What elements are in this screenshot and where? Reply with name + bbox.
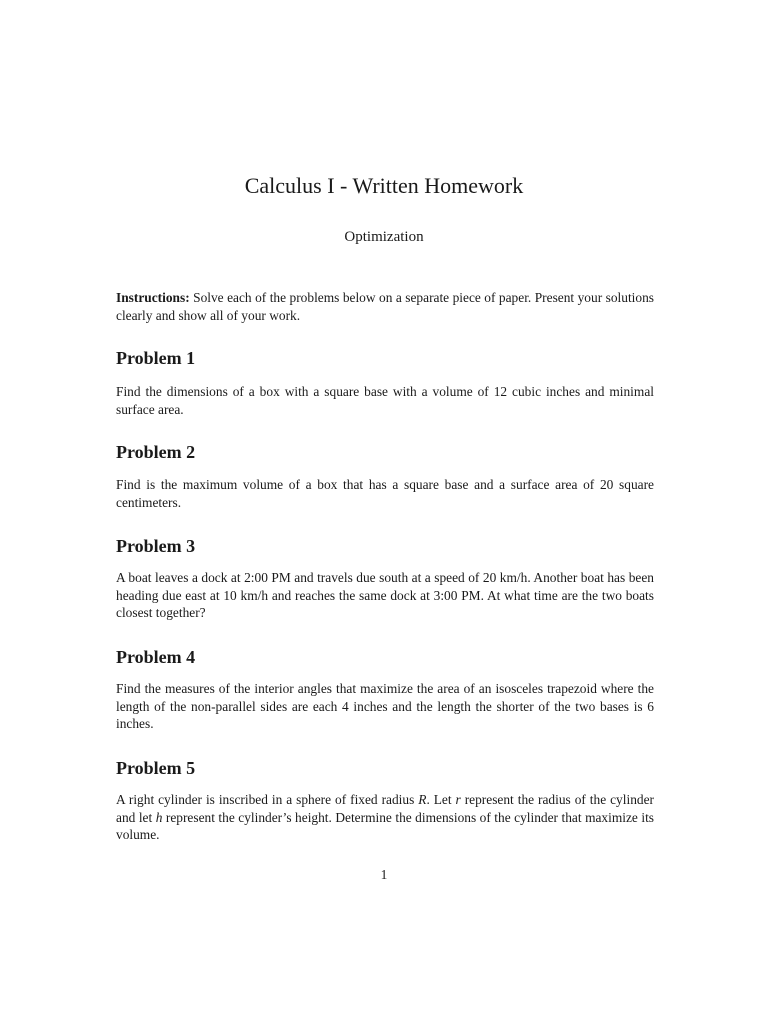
variable-r: r <box>455 792 461 807</box>
problem-2-text: Find is the maximum volume of a box that has a square base and a surface area of 20 square centimeters. <box>116 477 654 510</box>
problem-5-text-part4: represent the cylinder’s height. Determine the dimensions of the cylinder that maximize its volume. <box>116 809 654 842</box>
problem-5-text <box>116 791 654 844</box>
problem-3-text: A boat leaves a dock at 2:00 PM and travels due south at a speed of 20 km/h. Another boat has been heading due east at 10 km/h and reaches the same dock at 3:00 PM. At what time are the two boats closest together? <box>116 570 654 620</box>
problem-4-text: Find the measures of the interior angles that maximize the area of an isosceles trapezoid where the length of the non-parallel sides are each 4 inches and the length the shorter of the two bases is 6 inches. <box>116 681 654 731</box>
problem-2-heading: Problem 2 <box>116 442 196 462</box>
variable-R: R <box>418 792 427 807</box>
problem-5-text-part3: represent the radius of the cylinder and let <box>116 792 654 825</box>
problem-5-text-part2: . Let <box>426 792 456 807</box>
page-number: 1 <box>380 867 388 882</box>
problem-1-heading: Problem 1 <box>116 348 196 368</box>
instructions-label: Instructions: <box>116 290 190 305</box>
document-title: Calculus I - Written Homework <box>244 173 524 198</box>
problem-5-heading: Problem 5 <box>116 758 196 778</box>
problem-1-text: Find the dimensions of a box with a square base with a volume of 12 cubic inches and minimal surface area. <box>116 384 654 417</box>
problem-3-heading: Problem 3 <box>116 536 196 556</box>
instructions-text: Solve each of the problems below on a separate piece of paper. Present your solutions clearly and show all of your work. <box>116 290 654 323</box>
problem-4-heading: Problem 4 <box>116 647 196 667</box>
problem-5-text-part1: A right cylinder is inscribed in a sphere of fixed radius <box>116 792 419 807</box>
document-subtitle: Optimization <box>344 229 424 245</box>
variable-h: h <box>155 809 163 825</box>
instructions-paragraph <box>116 289 654 324</box>
